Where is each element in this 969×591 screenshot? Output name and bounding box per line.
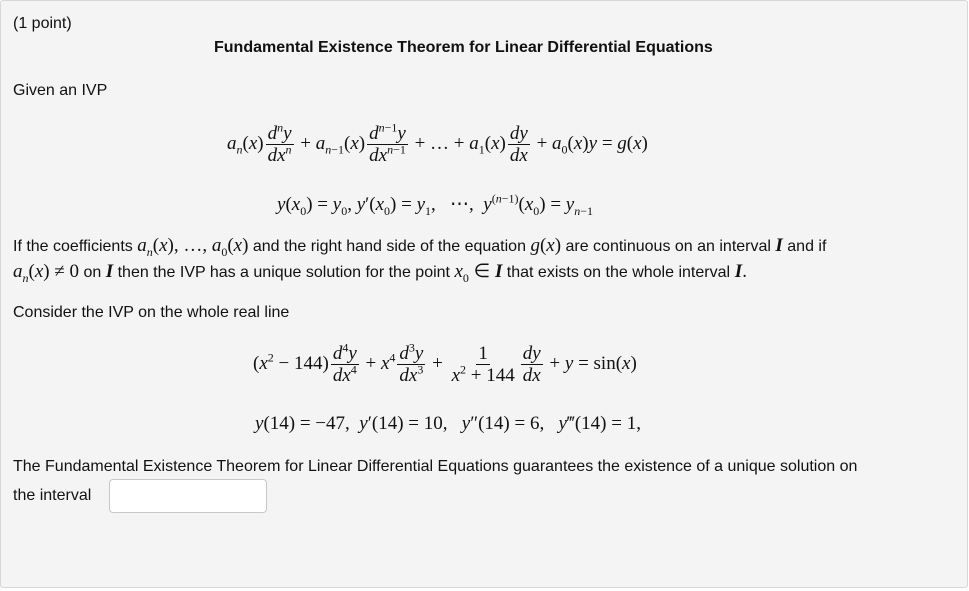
points-label: (1 point) bbox=[13, 15, 72, 32]
interval-answer-input[interactable] bbox=[109, 479, 267, 513]
general-ode-equation: $a_n(x)$ $\frac{d^ny}{dx^n}$ + $a_{n-1}(x)$ $\frac{d^{n-1}y}{dx^{n-1}}$ + … + $a_1(x)$ $\frac{dy}{dx}$ + $a_0(x)y = g(x)$ bbox=[227, 120, 648, 166]
consider-label: Consider the IVP on the whole real line bbox=[13, 304, 290, 321]
interval-label: the interval bbox=[13, 487, 92, 504]
theorem-line-1: If the coefficients $a_n(x)$, …, $a_0(x)$ and the right hand side of the equation g(x) are continuous on an interval I and if bbox=[13, 235, 827, 259]
specific-initial-conditions: y(14) = −47, y′(14) = 10, y″(14) = 6, y‴(14) = 1, bbox=[255, 413, 641, 434]
problem-title: Fundamental Existence Theorem for Linear Differential Equations bbox=[214, 39, 713, 56]
given-label: Given an IVP bbox=[13, 82, 108, 99]
general-initial-conditions: $y(x_0) = y_0$, $y'(x_0) = y_1$, ⋯, $y^{(n-1)}(x_0) = y_{n-1}$ bbox=[277, 191, 594, 218]
specific-ode-equation: $(x^2 - 144)$ $\frac{d^4y}{dx^4}$ + $x^4$ $\frac{d^3y}{dx^3}$ + $\frac{1}{x^2 + 144}$ $\frac{dy}{dx}$ + y = sin(x) bbox=[253, 340, 637, 386]
conclusion-text: The Fundamental Existence Theorem for Linear Differential Equations guarantees the existence of a unique solution on bbox=[13, 458, 858, 475]
theorem-line-2: $a_n(x) \ne 0$ on I then the IVP has a unique solution for the point $x_0$ ∈ I that exists on the whole interval I. bbox=[13, 261, 747, 285]
